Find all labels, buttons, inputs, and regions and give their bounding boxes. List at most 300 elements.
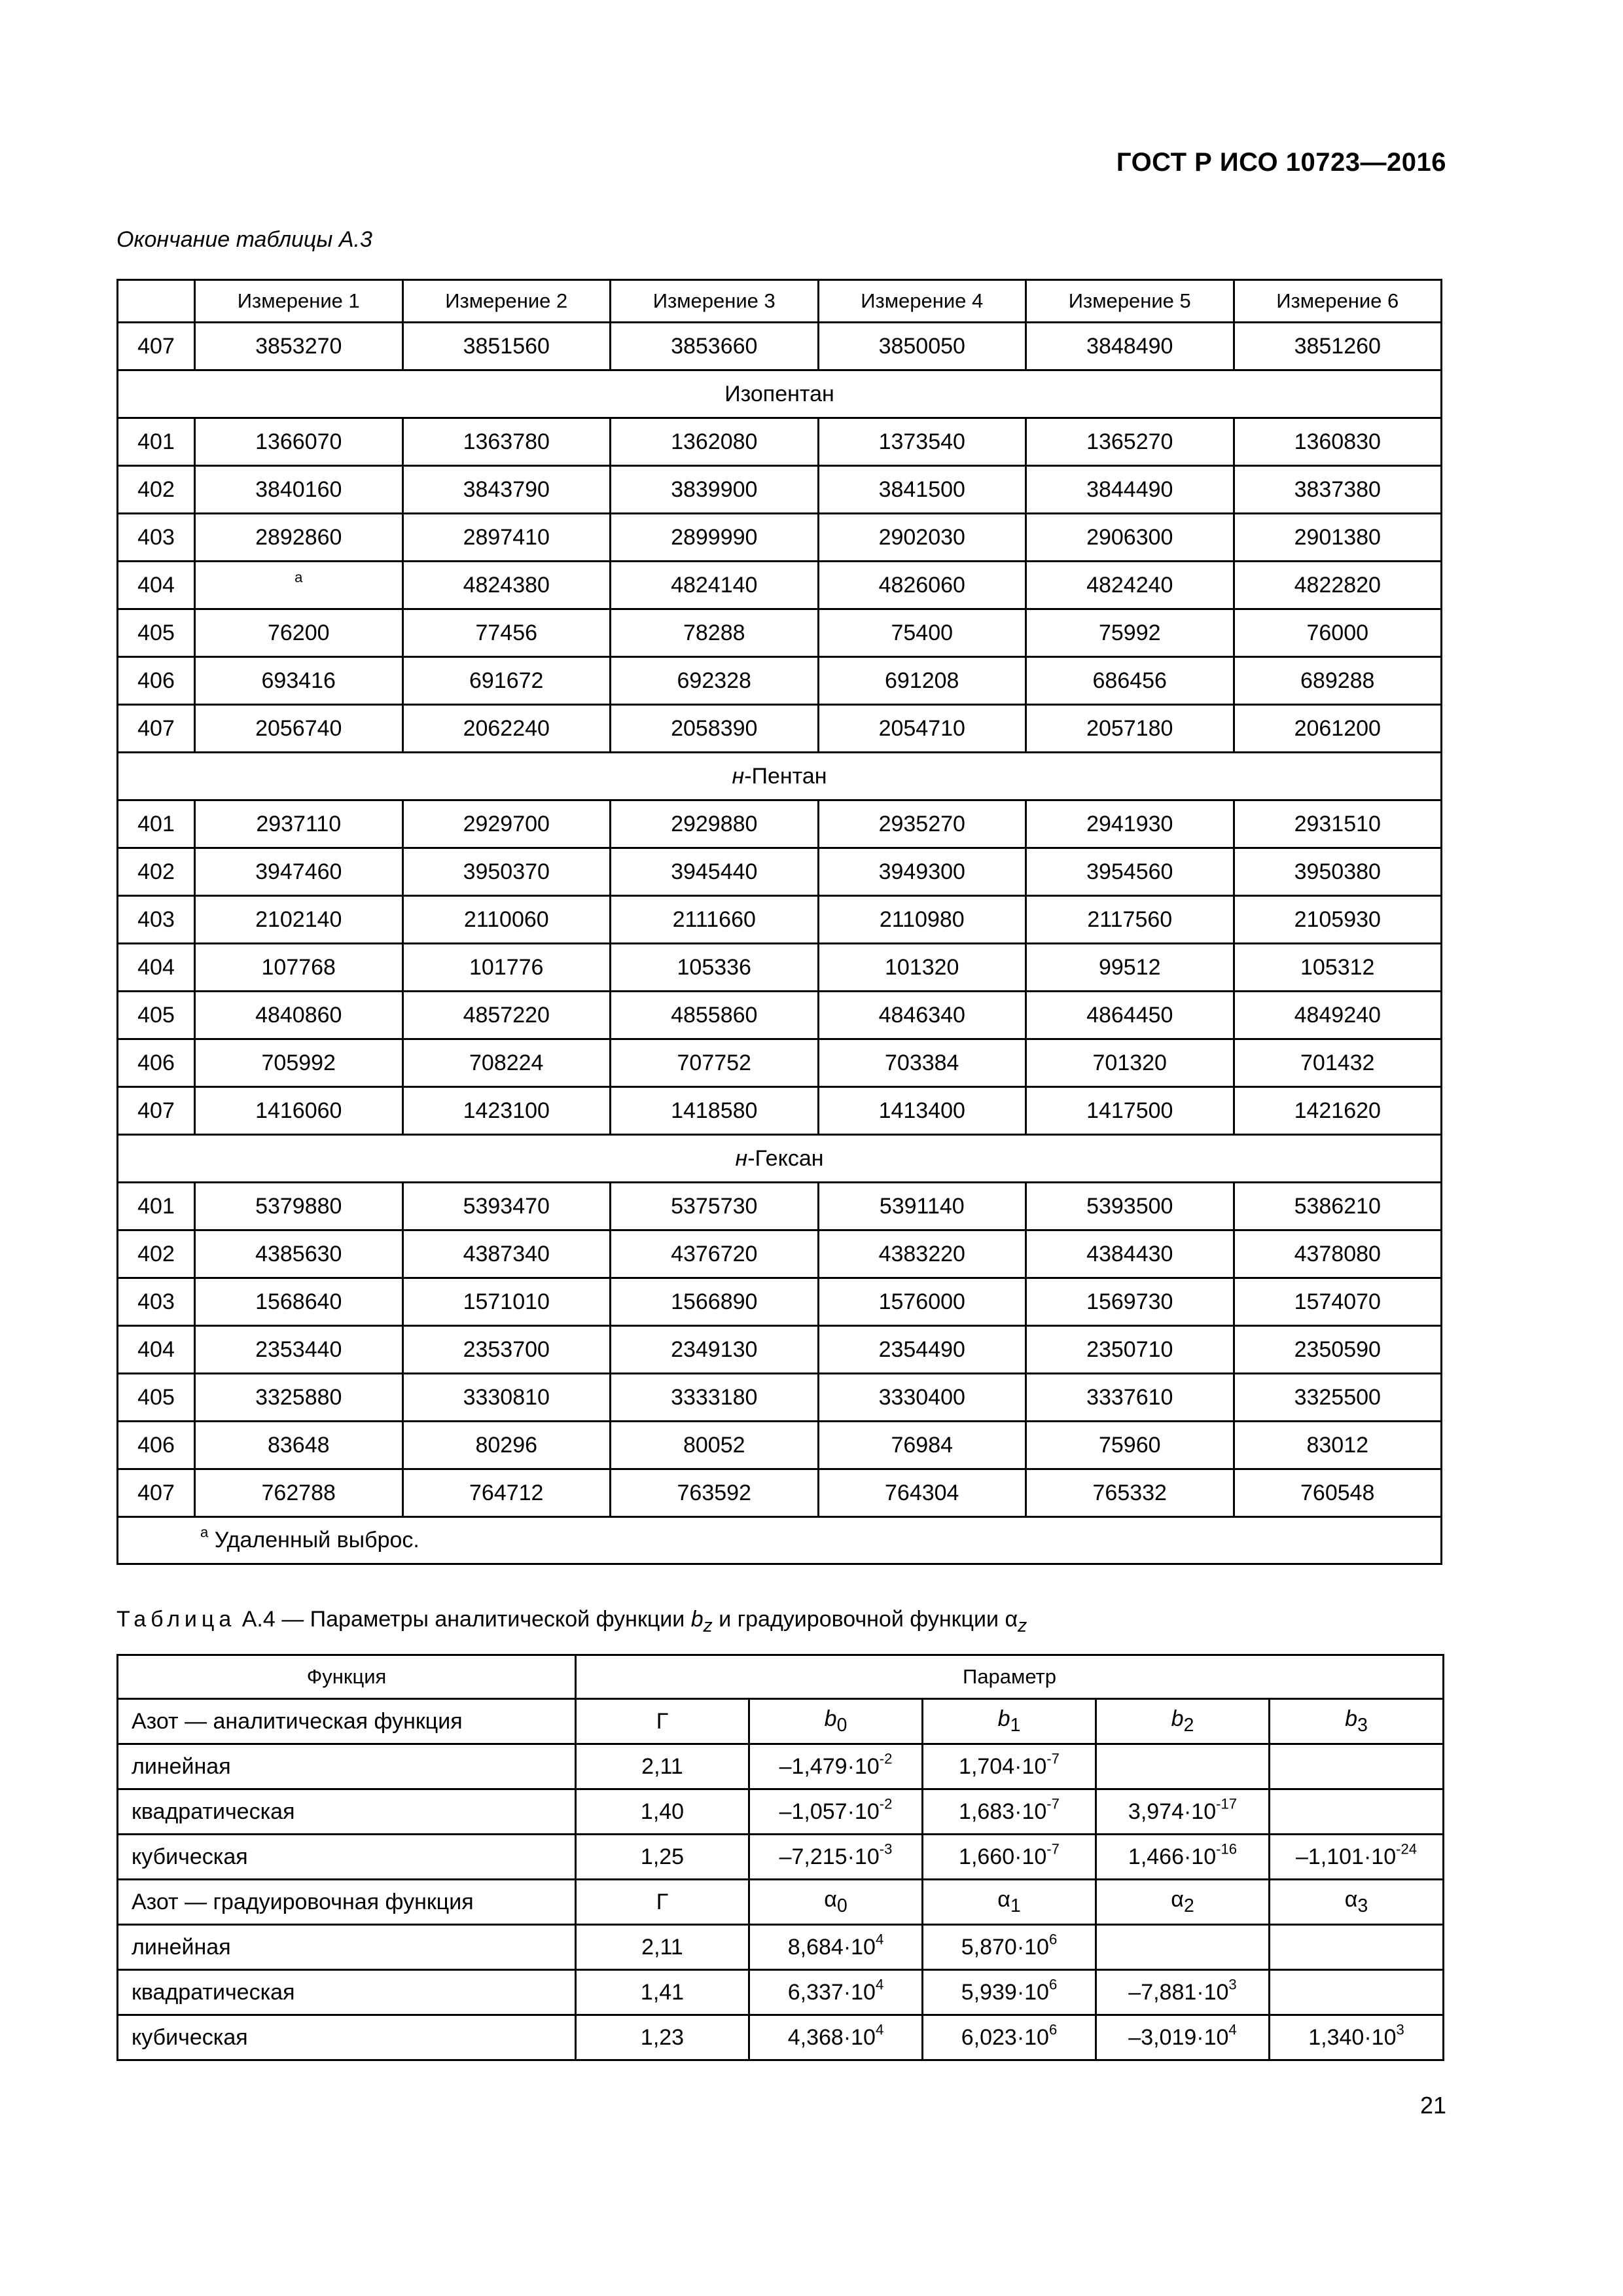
table-cell: 4378080 <box>1234 1230 1442 1278</box>
table-cell: 1417500 <box>1026 1087 1234 1135</box>
table-cell: 3843790 <box>402 466 611 514</box>
table-cell: 692328 <box>611 657 819 705</box>
value-mantissa: –3,019·10 <box>1128 2024 1229 2050</box>
group-name: -Пентан <box>744 763 827 789</box>
parameter-value <box>576 1744 749 1789</box>
table-cell: 77456 <box>402 609 611 657</box>
group-name: Изопентан <box>724 381 834 406</box>
value-exponent: 4 <box>1228 2021 1237 2038</box>
value-exponent: 4 <box>875 1976 884 1993</box>
table-cell: 3844490 <box>1026 466 1234 514</box>
table-cell: 1373540 <box>818 418 1026 466</box>
section-header-row <box>118 1880 1444 1925</box>
table-row <box>118 800 1442 848</box>
value-exponent: -17 <box>1216 1795 1238 1812</box>
parameter-symbol <box>749 1880 923 1925</box>
group-header-row <box>118 370 1442 418</box>
table-cell: 3325500 <box>1234 1374 1442 1422</box>
parameter-symbol <box>1096 1699 1270 1744</box>
table-cell: 2929880 <box>611 800 819 848</box>
value-mantissa: 8,684·10 <box>787 1934 876 1960</box>
table-cell: 3333180 <box>611 1374 819 1422</box>
table-cell: 4857220 <box>402 992 611 1039</box>
table-a3-continuation-caption: Окончание таблицы А.3 <box>116 227 372 252</box>
parameter-value <box>749 1970 923 2015</box>
table-row <box>118 323 1442 370</box>
value-mantissa: 1,340·10 <box>1308 2024 1397 2050</box>
table-cell: 403 <box>118 514 195 562</box>
table-cell: 2354490 <box>818 1326 1026 1374</box>
table-a4-caption <box>116 1607 1027 1637</box>
table-cell: 4826060 <box>818 562 1026 609</box>
parameter-value <box>1096 1744 1270 1789</box>
table-row <box>118 896 1442 944</box>
parameter-value <box>1096 1835 1270 1880</box>
table-cell: 83648 <box>195 1422 403 1469</box>
value-exponent: 4 <box>875 1931 884 1948</box>
value-exponent: -7 <box>1046 1840 1060 1857</box>
column-header-parameter: Параметр <box>576 1655 1444 1699</box>
table-cell: 5393470 <box>402 1183 611 1230</box>
table-cell: 764304 <box>818 1469 1026 1517</box>
symbol-base: α <box>997 1887 1010 1912</box>
parameter-value <box>576 1835 749 1880</box>
table-cell: 5379880 <box>195 1183 403 1230</box>
table-row <box>118 1230 1442 1278</box>
group-header-row <box>118 1135 1442 1183</box>
table-cell: 4384430 <box>1026 1230 1234 1278</box>
table-header-row <box>118 1655 1444 1699</box>
table-cell: 101776 <box>402 944 611 992</box>
table-cell: 4824140 <box>611 562 819 609</box>
section-header-row <box>118 1699 1444 1744</box>
value-mantissa: 5,939·10 <box>961 1979 1049 2005</box>
table-cell: 4864450 <box>1026 992 1234 1039</box>
parameter-value <box>923 1925 1096 1970</box>
table-cell: 407 <box>118 705 195 753</box>
table-cell: 3949300 <box>818 848 1026 896</box>
table-cell: 2117560 <box>1026 896 1234 944</box>
table-cell: 2353440 <box>195 1326 403 1374</box>
parameter-value <box>1270 1744 1444 1789</box>
caption-alpha-symbol: α <box>1005 1607 1018 1632</box>
table-row <box>118 1087 1442 1135</box>
table-row <box>118 1469 1442 1517</box>
parameter-symbol <box>749 1699 923 1744</box>
table-cell: 691208 <box>818 657 1026 705</box>
column-header-function: Функция <box>118 1655 576 1699</box>
table-cell: 3947460 <box>195 848 403 896</box>
table-cell: 1423100 <box>402 1087 611 1135</box>
symbol-base: b <box>1171 1706 1184 1732</box>
table-cell: 2056740 <box>195 705 403 753</box>
table-row <box>118 992 1442 1039</box>
symbol-base: b <box>1345 1706 1358 1732</box>
parameter-value <box>1096 2015 1270 2060</box>
value-mantissa: 6,337·10 <box>787 1979 876 2005</box>
table-cell: 407 <box>118 323 195 370</box>
parameter-value <box>749 1744 923 1789</box>
table-cell: 2937110 <box>195 800 403 848</box>
table-cell: 689288 <box>1234 657 1442 705</box>
symbol-subscript: 3 <box>1357 1714 1368 1736</box>
table-cell: 2102140 <box>195 896 403 944</box>
value-mantissa: 1,466·10 <box>1128 1844 1217 1869</box>
parameter-symbol <box>923 1699 1096 1744</box>
parameter-value <box>1270 2015 1444 2060</box>
table-row <box>118 657 1442 705</box>
table-cell: 75400 <box>818 609 1026 657</box>
table-cell: 75960 <box>1026 1422 1234 1469</box>
symbol-subscript: 0 <box>836 1895 847 1916</box>
value-mantissa: 1,41 <box>640 1979 685 2005</box>
function-name: квадратическая <box>118 1789 576 1835</box>
symbol-base: Г <box>656 1708 669 1734</box>
table-cell: 763592 <box>611 1469 819 1517</box>
table-row <box>118 1374 1442 1422</box>
value-mantissa: 5,870·10 <box>961 1934 1049 1960</box>
table-cell: 105312 <box>1234 944 1442 992</box>
table-cell: 403 <box>118 1278 195 1326</box>
table-row <box>118 1326 1442 1374</box>
table-row <box>118 609 1442 657</box>
value-exponent: -2 <box>879 1795 893 1812</box>
table-cell: 2941930 <box>1026 800 1234 848</box>
table-cell: 3853270 <box>195 323 403 370</box>
value-mantissa: 1,25 <box>640 1844 685 1869</box>
table-cell: 76984 <box>818 1422 1026 1469</box>
parameter-symbol <box>1270 1880 1444 1925</box>
column-header: Измерение 2 <box>402 280 611 323</box>
table-row <box>118 1039 1442 1087</box>
parameter-symbol <box>1270 1699 1444 1744</box>
parameter-value <box>1270 1835 1444 1880</box>
table-a4-caption-text: А.4 — Параметры аналитической функции <box>236 1607 691 1632</box>
table-cell: 1568640 <box>195 1278 403 1326</box>
parameter-value <box>749 1789 923 1835</box>
function-name: квадратическая <box>118 1970 576 2015</box>
table-cell: 5391140 <box>818 1183 1026 1230</box>
table-cell: 3945440 <box>611 848 819 896</box>
value-mantissa: –1,057·10 <box>779 1799 880 1824</box>
group-header-row <box>118 753 1442 800</box>
parameter-value <box>576 1925 749 1970</box>
symbol-subscript: 2 <box>1183 1714 1194 1736</box>
table-cell: 405 <box>118 1374 195 1422</box>
table-cell: 1571010 <box>402 1278 611 1326</box>
function-name: линейная <box>118 1744 576 1789</box>
table-cell: 1360830 <box>1234 418 1442 466</box>
table-cell: 765332 <box>1026 1469 1234 1517</box>
table-a4-caption-mid: и градуировочной функции <box>712 1607 1005 1632</box>
section-title: Азот — градуировочная функция <box>118 1880 576 1925</box>
document-standard-header: ГОСТ Р ИСО 10723—2016 <box>1116 148 1446 177</box>
outlier-cell <box>195 562 403 609</box>
group-name-prefix: н <box>735 1145 748 1171</box>
table-row <box>118 466 1442 514</box>
table-a4-caption-label: Таблица <box>116 1607 236 1632</box>
table-cell: 402 <box>118 848 195 896</box>
table-cell: 2061200 <box>1234 705 1442 753</box>
table-row <box>118 514 1442 562</box>
table-cell: 2350590 <box>1234 1326 1442 1374</box>
table-cell: 705992 <box>195 1039 403 1087</box>
table-cell: 404 <box>118 944 195 992</box>
parameter-symbol <box>923 1880 1096 1925</box>
caption-alpha-subscript: z <box>1018 1615 1027 1636</box>
value-mantissa: –1,479·10 <box>779 1753 880 1779</box>
table-cell: 691672 <box>402 657 611 705</box>
parameter-symbol <box>576 1699 749 1744</box>
table-cell: 4824240 <box>1026 562 1234 609</box>
table-cell: 3954560 <box>1026 848 1234 896</box>
parameter-value <box>923 2015 1096 2060</box>
table-cell: 4840860 <box>195 992 403 1039</box>
column-header: Измерение 1 <box>195 280 403 323</box>
value-exponent: 6 <box>1048 1931 1058 1948</box>
table-cell: 1413400 <box>818 1087 1026 1135</box>
function-name: кубическая <box>118 2015 576 2060</box>
table-cell: 4855860 <box>611 992 819 1039</box>
value-exponent: 4 <box>875 2021 884 2038</box>
symbol-subscript: 1 <box>1010 1895 1021 1916</box>
table-cell: 405 <box>118 609 195 657</box>
table-cell: 2111660 <box>611 896 819 944</box>
parameter-value <box>1096 1970 1270 2015</box>
column-header: Измерение 4 <box>818 280 1026 323</box>
group-header <box>118 370 1442 418</box>
table-cell: 1362080 <box>611 418 819 466</box>
table-cell: 693416 <box>195 657 403 705</box>
value-mantissa: 3,974·10 <box>1128 1799 1217 1824</box>
table-cell: 406 <box>118 657 195 705</box>
table-cell: 2899990 <box>611 514 819 562</box>
table-cell: 4824380 <box>402 562 611 609</box>
table-cell: 3950370 <box>402 848 611 896</box>
table-cell: 2057180 <box>1026 705 1234 753</box>
table-cell: 4846340 <box>818 992 1026 1039</box>
table-cell: 703384 <box>818 1039 1026 1087</box>
value-mantissa: –7,215·10 <box>779 1844 880 1869</box>
value-mantissa: 1,660·10 <box>959 1844 1047 1869</box>
table-cell: 3330810 <box>402 1374 611 1422</box>
table-row <box>118 1422 1442 1469</box>
table-cell: 3848490 <box>1026 323 1234 370</box>
value-exponent: -24 <box>1396 1840 1418 1857</box>
table-cell: 1365270 <box>1026 418 1234 466</box>
table-cell: 1363780 <box>402 418 611 466</box>
value-mantissa: 2,11 <box>641 1753 683 1779</box>
symbol-base: α <box>1171 1887 1184 1912</box>
value-exponent: 6 <box>1048 1976 1058 1993</box>
parameter-value <box>1270 1925 1444 1970</box>
table-row <box>118 1183 1442 1230</box>
caption-b-subscript: z <box>703 1615 713 1636</box>
group-name-prefix: н <box>732 763 745 789</box>
table-cell: 401 <box>118 418 195 466</box>
value-mantissa: 2,11 <box>641 1934 683 1960</box>
table-cell: 3853660 <box>611 323 819 370</box>
parameter-symbol <box>576 1880 749 1925</box>
group-header <box>118 1135 1442 1183</box>
table-cell: 1569730 <box>1026 1278 1234 1326</box>
symbol-base: α <box>1344 1887 1358 1912</box>
table-cell: 2054710 <box>818 705 1026 753</box>
value-mantissa: 1,704·10 <box>959 1753 1047 1779</box>
table-cell: 407 <box>118 1087 195 1135</box>
table-cell: 701432 <box>1234 1039 1442 1087</box>
parameter-value <box>923 1835 1096 1880</box>
parameter-value <box>1096 1925 1270 1970</box>
table-cell: 2349130 <box>611 1326 819 1374</box>
table-cell: 3840160 <box>195 466 403 514</box>
caption-b-symbol: b <box>690 1607 704 1632</box>
column-header <box>118 280 195 323</box>
table-cell: 405 <box>118 992 195 1039</box>
table-cell: 1566890 <box>611 1278 819 1326</box>
parameter-value <box>923 1744 1096 1789</box>
table-cell: 404 <box>118 1326 195 1374</box>
table-cell: 404 <box>118 562 195 609</box>
table-cell: 76000 <box>1234 609 1442 657</box>
table-cell: 5375730 <box>611 1183 819 1230</box>
table-cell: 4849240 <box>1234 992 1442 1039</box>
table-cell: 2906300 <box>1026 514 1234 562</box>
footnote <box>118 1517 1442 1564</box>
parameter-value <box>1096 1789 1270 1835</box>
symbol-base: b <box>824 1706 837 1732</box>
parameter-value <box>576 1789 749 1835</box>
table-cell: 1574070 <box>1234 1278 1442 1326</box>
table-cell: 3337610 <box>1026 1374 1234 1422</box>
table-cell: 3837380 <box>1234 466 1442 514</box>
table-cell: 708224 <box>402 1039 611 1087</box>
column-header: Измерение 5 <box>1026 280 1234 323</box>
table-cell: 2058390 <box>611 705 819 753</box>
symbol-subscript: 1 <box>1010 1714 1021 1736</box>
table-cell: 2110980 <box>818 896 1026 944</box>
table-cell: 75992 <box>1026 609 1234 657</box>
table-cell: 3950380 <box>1234 848 1442 896</box>
group-header <box>118 753 1442 800</box>
table-cell: 403 <box>118 896 195 944</box>
table-cell: 2935270 <box>818 800 1026 848</box>
table-cell: 686456 <box>1026 657 1234 705</box>
table-cell: 3841500 <box>818 466 1026 514</box>
column-header: Измерение 3 <box>611 280 819 323</box>
table-row <box>118 1278 1442 1326</box>
symbol-base: α <box>824 1887 837 1912</box>
value-mantissa: 6,023·10 <box>961 2024 1049 2050</box>
table-row <box>118 1789 1444 1835</box>
table-row <box>118 848 1442 896</box>
table-cell: 78288 <box>611 609 819 657</box>
value-exponent: -2 <box>879 1750 893 1767</box>
parameter-value <box>923 1789 1096 1835</box>
value-exponent: 3 <box>1228 1976 1237 1993</box>
table-cell: 83012 <box>1234 1422 1442 1469</box>
value-exponent: -16 <box>1216 1840 1238 1857</box>
table-cell: 3851260 <box>1234 323 1442 370</box>
parameter-symbol <box>1096 1880 1270 1925</box>
value-exponent: 6 <box>1048 2021 1058 2038</box>
value-exponent: -3 <box>879 1840 893 1857</box>
symbol-base: Г <box>656 1889 669 1914</box>
table-cell: 107768 <box>195 944 403 992</box>
parameter-value <box>749 1835 923 1880</box>
parameter-value <box>576 2015 749 2060</box>
parameter-value <box>576 1970 749 2015</box>
table-cell: 2892860 <box>195 514 403 562</box>
table-cell: 401 <box>118 800 195 848</box>
table-cell: 4385630 <box>195 1230 403 1278</box>
group-name: -Гексан <box>747 1145 824 1171</box>
column-header: Измерение 6 <box>1234 280 1442 323</box>
table-cell: 701320 <box>1026 1039 1234 1087</box>
table-cell: 99512 <box>1026 944 1234 992</box>
table-header-row <box>118 280 1442 323</box>
table-cell: 402 <box>118 1230 195 1278</box>
table-cell: 76200 <box>195 609 403 657</box>
table-row <box>118 1835 1444 1880</box>
table-cell: 2929700 <box>402 800 611 848</box>
value-mantissa: –7,881·10 <box>1128 1979 1229 2005</box>
value-exponent: -7 <box>1046 1750 1060 1767</box>
table-cell: 1366070 <box>195 418 403 466</box>
table-cell: 406 <box>118 1422 195 1469</box>
table-cell: 3330400 <box>818 1374 1026 1422</box>
table-cell: 2353700 <box>402 1326 611 1374</box>
value-exponent: -7 <box>1046 1795 1060 1812</box>
table-row <box>118 418 1442 466</box>
parameter-value <box>923 1970 1096 2015</box>
table-cell: 1418580 <box>611 1087 819 1135</box>
table-cell: 3839900 <box>611 466 819 514</box>
table-cell: 1421620 <box>1234 1087 1442 1135</box>
table-cell: 2110060 <box>402 896 611 944</box>
value-mantissa: –1,101·10 <box>1295 1844 1397 1869</box>
table-cell: 80296 <box>402 1422 611 1469</box>
page-number: 21 <box>1419 2092 1446 2119</box>
table-row <box>118 2015 1444 2060</box>
table-row <box>118 944 1442 992</box>
parameter-value <box>749 2015 923 2060</box>
table-cell: 2350710 <box>1026 1326 1234 1374</box>
table-cell: 406 <box>118 1039 195 1087</box>
table-cell: 2901380 <box>1234 514 1442 562</box>
table-cell: 4822820 <box>1234 562 1442 609</box>
table-cell: 401 <box>118 1183 195 1230</box>
footnote-marker: a <box>294 569 303 586</box>
table-cell: 2105930 <box>1234 896 1442 944</box>
parameter-value <box>1270 1970 1444 2015</box>
value-mantissa: 1,683·10 <box>959 1799 1047 1824</box>
value-exponent: 3 <box>1396 2021 1404 2038</box>
table-cell: 5393500 <box>1026 1183 1234 1230</box>
table-cell: 762788 <box>195 1469 403 1517</box>
table-cell: 2897410 <box>402 514 611 562</box>
table-cell: 707752 <box>611 1039 819 1087</box>
table-cell: 5386210 <box>1234 1183 1442 1230</box>
table-cell: 4387340 <box>402 1230 611 1278</box>
footnote-marker: a <box>200 1524 209 1541</box>
function-name: кубическая <box>118 1835 576 1880</box>
table-row <box>118 1970 1444 2015</box>
table-cell: 2902030 <box>818 514 1026 562</box>
table-cell: 4376720 <box>611 1230 819 1278</box>
value-mantissa: 1,23 <box>640 2024 685 2050</box>
section-title: Азот — аналитическая функция <box>118 1699 576 1744</box>
